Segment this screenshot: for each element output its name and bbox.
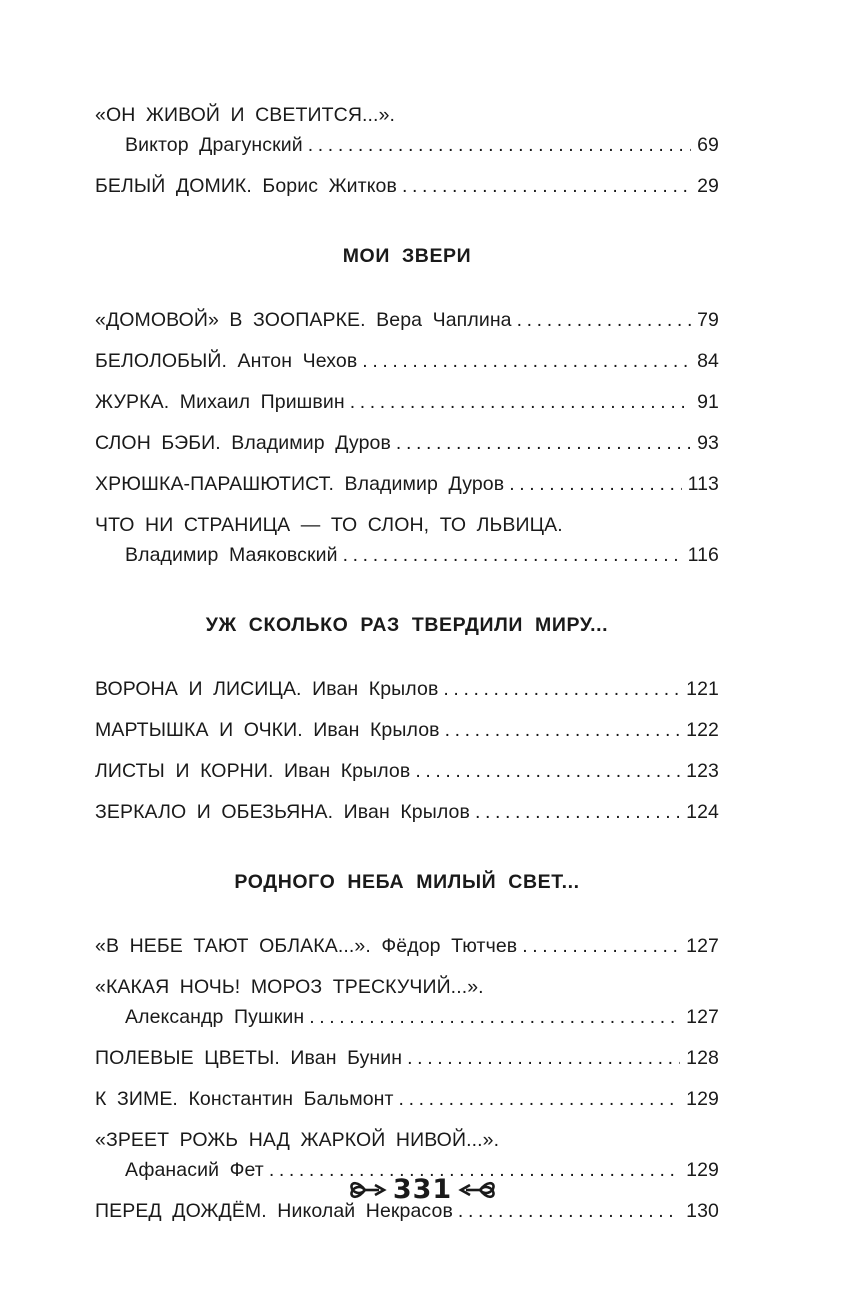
entry-text: Александр Пушкин <box>125 1006 305 1028</box>
entry-text: ЛИСТЫ И КОРНИ. Иван Крылов <box>95 760 411 782</box>
entry-title-line <box>95 1043 719 1073</box>
dot-leader <box>407 1043 680 1073</box>
dot-leader <box>343 540 682 570</box>
toc-entry <box>95 510 719 570</box>
page-footer <box>0 1172 845 1208</box>
entry-text: Владимир Маяковский <box>125 544 338 566</box>
entry-text: ЗЕРКАЛО И ОБЕЗЬЯНА. Иван Крылов <box>95 801 470 823</box>
entry-page-number: 29 <box>697 175 719 197</box>
entry-text: ЧТО НИ СТРАНИЦА — ТО СЛОН, ТО ЛЬВИЦА. <box>95 514 563 536</box>
entry-page-number: 122 <box>686 719 719 741</box>
entry-text: ПОЛЕВЫЕ ЦВЕТЫ. Иван Бунин <box>95 1047 403 1069</box>
toc-entry <box>95 797 719 827</box>
entry-text: Афанасий Фет <box>125 1159 264 1181</box>
dot-leader <box>402 171 691 201</box>
section-title: РОДНОГО НЕБА МИЛЫЙ СВЕТ... <box>234 871 580 893</box>
entry-title-line <box>95 387 719 417</box>
toc-entry <box>95 387 719 417</box>
toc-entry <box>95 428 719 458</box>
right-heart-ornament-icon <box>454 1175 496 1205</box>
table-of-contents <box>95 100 719 1226</box>
dot-leader <box>309 1002 680 1032</box>
entry-title-line <box>95 428 719 458</box>
entry-page-number: 93 <box>697 432 719 454</box>
entry-page-number: 129 <box>686 1088 719 1110</box>
toc-entry <box>95 715 719 745</box>
entry-title-line <box>95 1084 719 1114</box>
entry-title-line <box>95 1125 719 1155</box>
page-number: 331 <box>392 1174 453 1205</box>
dot-leader <box>443 674 680 704</box>
dot-leader <box>517 305 691 335</box>
toc-entry <box>95 100 719 160</box>
left-heart-ornament-icon <box>349 1175 391 1205</box>
entry-page-number: 91 <box>697 391 719 413</box>
entry-page-number: 129 <box>686 1159 719 1181</box>
entry-text: ЖУРКА. Михаил Пришвин <box>95 391 345 413</box>
entry-page-number: 113 <box>687 473 719 495</box>
entry-title-line <box>95 510 719 540</box>
toc-entry <box>95 674 719 704</box>
entry-title-line <box>95 100 719 130</box>
entry-text: Виктор Драгунский <box>125 134 303 156</box>
entry-title-line <box>95 931 719 961</box>
entry-text: СЛОН БЭБИ. Владимир Дуров <box>95 432 391 454</box>
entry-text: ВОРОНА И ЛИСИЦА. Иван Крылов <box>95 678 439 700</box>
toc-entry <box>95 1084 719 1114</box>
toc-entry <box>95 756 719 786</box>
entry-text: «КАКАЯ НОЧЬ! МОРОЗ ТРЕСКУЧИЙ...». <box>95 976 484 998</box>
entry-page-number: 79 <box>697 309 719 331</box>
entry-title-line <box>95 797 719 827</box>
entry-text: БЕЛЫЙ ДОМИК. Борис Житков <box>95 175 397 197</box>
entry-author-line <box>95 1002 719 1032</box>
section-title: УЖ СКОЛЬКО РАЗ ТВЕРДИЛИ МИРУ... <box>205 614 609 636</box>
entry-text: ПЕРЕД ДОЖДЁМ. Николай Некрасов <box>95 1200 453 1222</box>
entry-page-number: 116 <box>687 544 719 566</box>
entry-title-line <box>95 469 719 499</box>
entry-text: «ДОМОВОЙ» В ЗООПАРКЕ. Вера Чаплина <box>95 309 512 331</box>
entry-page-number: 121 <box>686 678 719 700</box>
toc-entry <box>95 346 719 376</box>
dot-leader <box>475 797 680 827</box>
dot-leader <box>522 931 680 961</box>
entry-text: «ОН ЖИВОЙ И СВЕТИТСЯ...». <box>95 104 396 126</box>
toc-entry <box>95 469 719 499</box>
entry-text: ХРЮШКА-ПАРАШЮТИСТ. Владимир Дуров <box>95 473 505 495</box>
entry-page-number: 84 <box>697 350 719 372</box>
entry-page-number: 69 <box>697 134 719 156</box>
entry-author-line <box>95 540 719 570</box>
toc-entry <box>95 972 719 1032</box>
dot-leader <box>415 756 680 786</box>
entry-text: БЕЛОЛОБЫЙ. Антон Чехов <box>95 350 358 372</box>
entry-page-number: 130 <box>686 1200 719 1222</box>
dot-leader <box>399 1084 681 1114</box>
entry-title-line <box>95 346 719 376</box>
dot-leader <box>396 428 691 458</box>
entry-title-line <box>95 972 719 1002</box>
entry-title-line <box>95 674 719 704</box>
entry-text: К ЗИМЕ. Константин Бальмонт <box>95 1088 394 1110</box>
entry-text: «ЗРЕЕТ РОЖЬ НАД ЖАРКОЙ НИВОЙ...». <box>95 1129 500 1151</box>
entry-title-line <box>95 305 719 335</box>
toc-entry <box>95 1043 719 1073</box>
dot-leader <box>445 715 681 745</box>
entry-title-line <box>95 171 719 201</box>
entry-text: МАРТЫШКА И ОЧКИ. Иван Крылов <box>95 719 440 741</box>
toc-entry <box>95 171 719 201</box>
section-title: МОИ ЗВЕРИ <box>342 245 472 267</box>
dot-leader <box>308 130 691 160</box>
toc-entry <box>95 305 719 335</box>
toc-entry <box>95 931 719 961</box>
dot-leader <box>350 387 691 417</box>
entry-page-number: 127 <box>686 1006 719 1028</box>
entry-title-line <box>95 756 719 786</box>
entry-title-line <box>95 715 719 745</box>
dot-leader <box>509 469 681 499</box>
entry-page-number: 123 <box>686 760 719 782</box>
dot-leader <box>362 346 691 376</box>
entry-page-number: 127 <box>686 935 719 957</box>
entry-text: «В НЕБЕ ТАЮТ ОБЛАКА...». Фёдор Тютчев <box>95 935 518 957</box>
entry-page-number: 128 <box>686 1047 719 1069</box>
entry-page-number: 124 <box>686 801 719 823</box>
entry-author-line <box>95 130 719 160</box>
